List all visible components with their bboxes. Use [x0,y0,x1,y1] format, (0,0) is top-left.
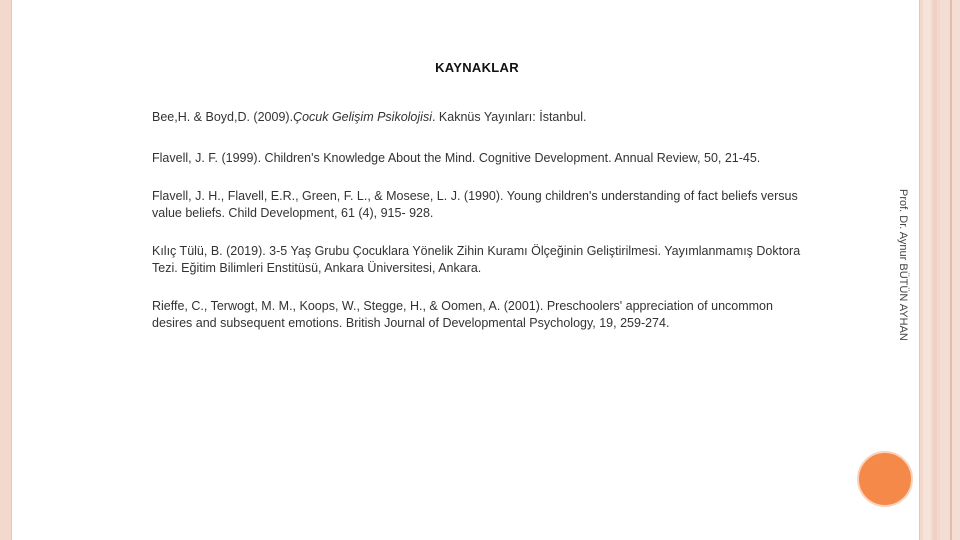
reference-item: Flavell, J. H., Flavell, E.R., Green, F. L., & Mosese, L. J. (1990). Young children's understanding of fact beliefs versus value beliefs. Child Development, 61 (4), 915- 928. [152,189,798,220]
reference-book-title: Çocuk Gelişim Psikolojisi [293,110,432,124]
decorative-stripe [923,0,931,540]
author-name: Prof. Dr. Aynur BÜTÜN AYHAN [897,189,909,341]
page-title: KAYNAKLAR [435,60,519,75]
author-sidebar [893,189,913,364]
reference-item: Rieffe, C., Terwogt, M. M., Koops, W., Stegge, H., & Oomen, A. (2001). Preschoolers' appreciation of uncommon desires and subsequent emotions. British Journal of Developmental Psychology, 19, 259-274. [152,299,773,330]
reference-text: . Kaknüs Yayınları: İstanbul. [431,110,587,124]
reference-text: Bee,H. & Boyd,D. (2009). [152,110,294,124]
reference-item [152,109,802,126]
decorative-stripe [950,0,952,540]
reference-item: Flavell, J. F. (1999). Children's Knowledge About the Mind. Cognitive Development. Annual Review, 50, 21-45. [152,151,761,165]
reference-list [152,109,802,353]
reference-item: Kılıç Tülü, B. (2019). 3-5 Yaş Grubu Çocuklara Yönelik Zihin Kuramı Ölçeğinin Geliştirilmesi. Yayımlanmamış Doktora Tezi. Eğitim Bilimleri Enstitüsü, Ankara Üniversitesi, Ankara. [152,244,801,275]
decorative-stripe [933,0,937,540]
decorative-circle [857,451,913,507]
